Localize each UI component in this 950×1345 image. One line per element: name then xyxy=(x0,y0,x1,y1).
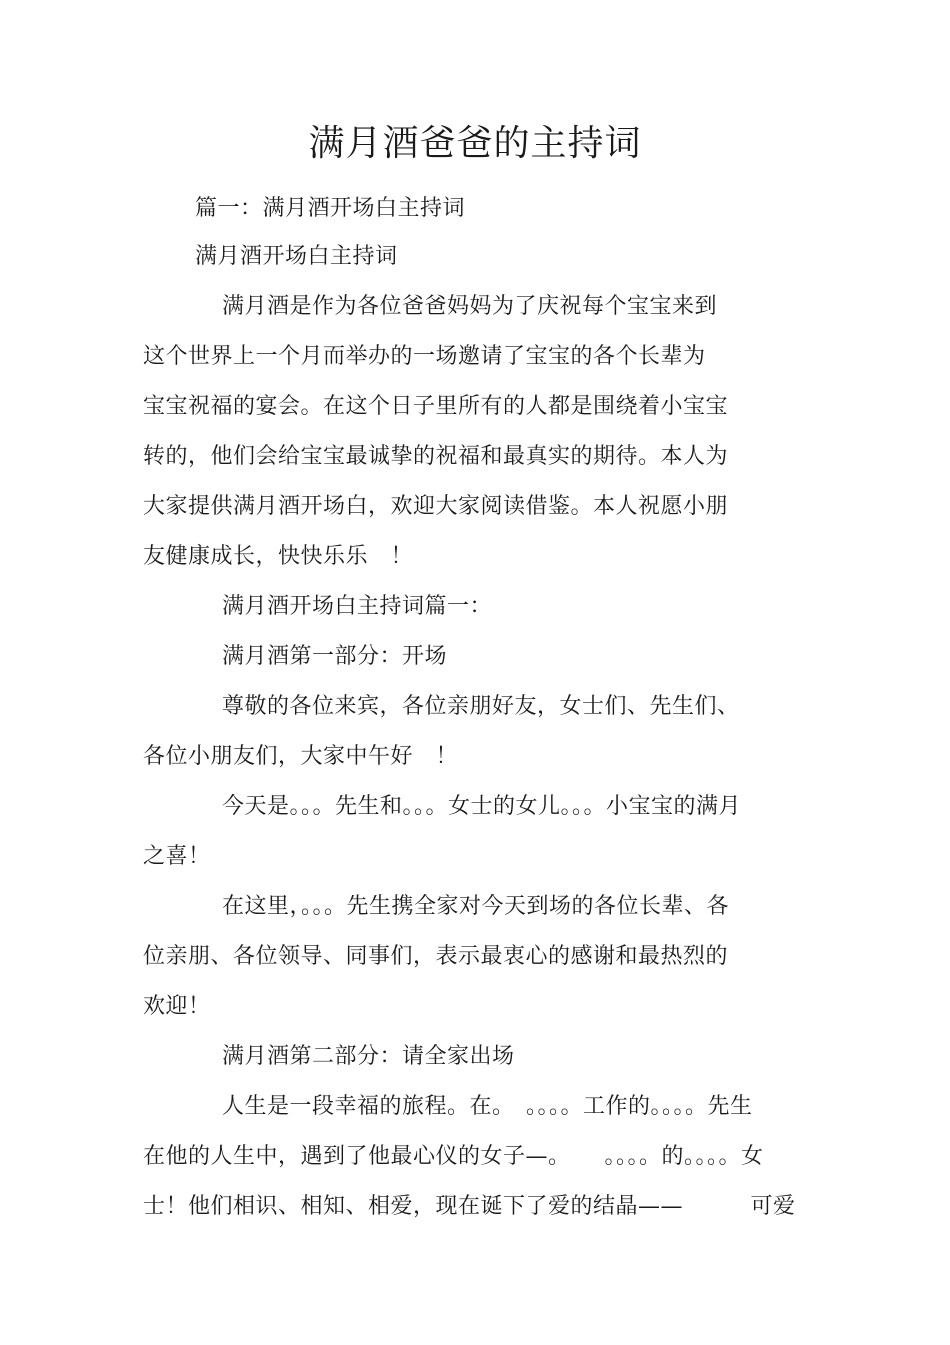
section-heading: 篇一：满月酒开场白主持词 xyxy=(195,196,466,221)
paragraph-line: 之喜！ xyxy=(143,844,211,869)
section-label: 满月酒第一部分：开场 xyxy=(222,644,448,669)
paragraph-line: 大家提供满月酒开场白，欢迎大家阅读借鉴。本人祝愿小朋 xyxy=(143,494,729,519)
section-subheading: 满月酒开场白主持词 xyxy=(195,244,398,269)
paragraph-line: 这个世界上一个月而举办的一场邀请了宝宝的各个长辈为 xyxy=(143,344,706,369)
paragraph-line: 士！他们相识、相知、相爱，现在诞下了爱的结晶—— 可爱 xyxy=(143,1194,796,1219)
document-title: 满月酒爸爸的主持词 xyxy=(308,123,642,164)
section-label: 满月酒开场白主持词篇一： xyxy=(222,594,493,619)
paragraph-line: 在这里，。。。先生携全家对今天到场的各位长辈、各 xyxy=(222,894,730,919)
paragraph-line: 各位小朋友们，大家中午好 ！ xyxy=(143,744,459,769)
paragraph-line: 今天是。。。先生和。。。女士的女儿。。。小宝宝的满月 xyxy=(222,794,742,819)
paragraph-line: 位亲朋、各位领导、同事们，表示最衷心的感谢和最热烈的 xyxy=(143,944,729,969)
paragraph-line: 人生是一段幸福的旅程。在。 。。。。工作的。。。。先生 xyxy=(222,1094,753,1119)
paragraph-line: 在他的人生中，遇到了他最心仪的女子—。 。。。。的。。。。女 xyxy=(143,1144,764,1169)
paragraph-line: 宝宝祝福的宴会。在这个日子里所有的人都是围绕着小宝宝 xyxy=(143,394,729,419)
section-label: 满月酒第二部分：请全家出场 xyxy=(222,1044,515,1069)
paragraph-line: 转的，他们会给宝宝最诚挚的祝福和最真实的期待。本人为 xyxy=(143,444,729,469)
paragraph-line: 尊敬的各位来宾，各位亲朋好友，女士们、先生们、 xyxy=(222,694,740,719)
paragraph-line: 满月酒是作为各位爸爸妈妈为了庆祝每个宝宝来到 xyxy=(222,294,718,319)
paragraph-line: 友健康成长，快快乐乐 ！ xyxy=(143,544,414,569)
paragraph-line: 欢迎！ xyxy=(143,994,211,1019)
